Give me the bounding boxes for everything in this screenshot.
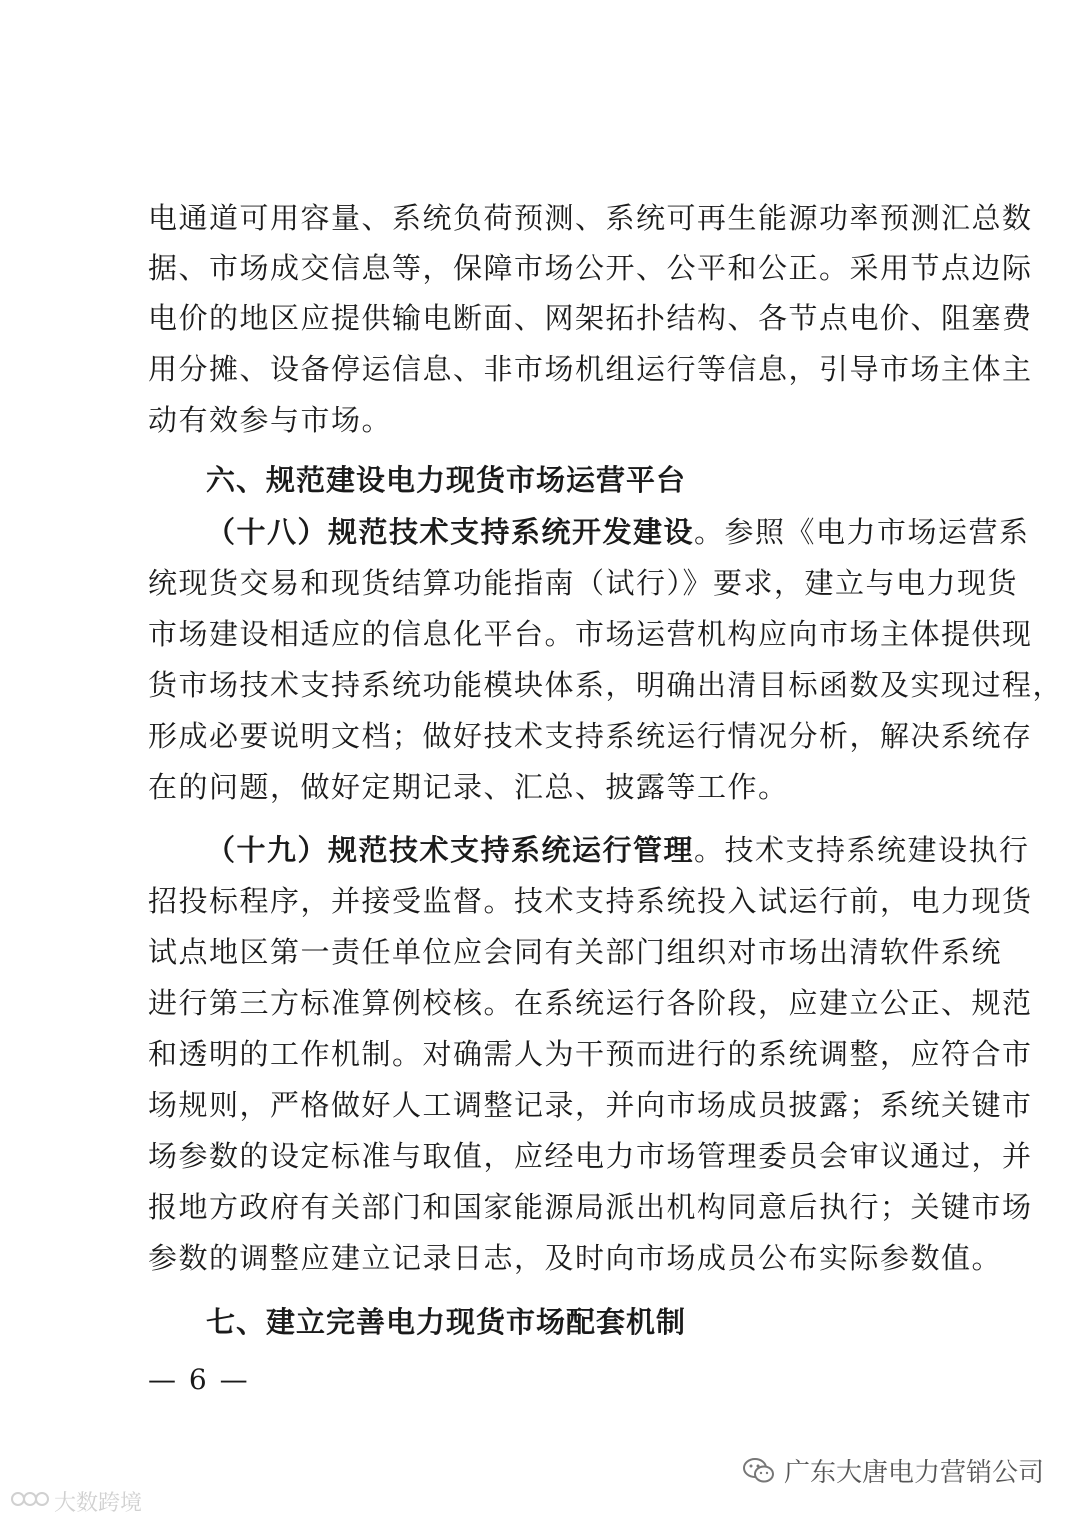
paragraph-line: 电通道可用容量、系统负荷预测、系统可再生能源功率预测汇总数	[148, 201, 1033, 235]
item-19-first-line	[206, 830, 1030, 870]
watermark	[10, 1486, 142, 1517]
paragraph-line: 参数的调整应建立记录日志，及时向市场成员公布实际参数值。	[148, 1241, 1003, 1275]
watermark-text: 大数跨境	[54, 1491, 143, 1516]
wechat-account-name: 广东大唐电力营销公司	[783, 1458, 1044, 1488]
paragraph-line: 动有效参与市场。	[148, 403, 393, 437]
paragraph-line: 场参数的设定标准与取值，应经电力市场管理委员会审议通过，并	[148, 1139, 1033, 1173]
paragraph-line: 用分摊、设备停运信息、非市场机组运行等信息，引导市场主体主	[148, 352, 1033, 386]
paragraph-line: 场规则，严格做好人工调整记录，并向市场成员披露；系统关键市	[148, 1088, 1033, 1122]
paragraph-line: 统现货交易和现货结算功能指南（试行）》要求，建立与电力现货	[148, 566, 1019, 600]
brand-logo-icon	[10, 1489, 50, 1514]
wechat-account-footer[interactable]	[742, 1452, 1044, 1489]
paragraph-line: 报地方政府有关部门和国家能源局派出机构同意后执行；关键市场	[148, 1190, 1033, 1224]
item-18-first-line-rest: 。参照《电力市场运营系	[694, 515, 1030, 549]
paragraph-line: 试点地区第一责任单位应会同有关部门组织对市场出清软件系统	[148, 935, 1003, 969]
paragraph-line: 招投标程序，并接受监督。技术支持系统投入试运行前，电力现货	[148, 884, 1033, 918]
item-18-first-line	[206, 512, 1030, 552]
paragraph-line: 据、市场成交信息等，保障市场公开、公平和公正。采用节点边际	[148, 251, 1033, 285]
paragraph-line: 市场建设相适应的信息化平台。市场运营机构应向市场主体提供现	[148, 617, 1033, 651]
paragraph-line: 和透明的工作机制。对确需人为干预而进行的系统调整，应符合市	[148, 1037, 1033, 1071]
item-18-title: （十八）规范技术支持系统开发建设	[206, 515, 695, 549]
paragraph-line: 形成必要说明文档；做好技术支持系统运行情况分析，解决系统存	[148, 719, 1033, 753]
paragraph-line: 电价的地区应提供输电断面、网架拓扑结构、各节点电价、阻塞费	[148, 301, 1033, 335]
section-heading-7: 七、建立完善电力现货市场配套机制	[206, 1305, 687, 1339]
wechat-icon	[742, 1456, 776, 1486]
item-19-title: （十九）规范技术支持系统运行管理	[206, 833, 695, 867]
paragraph-line: 在的问题，做好定期记录、汇总、披露等工作。	[148, 770, 789, 804]
item-19-first-line-rest: 。技术支持系统建设执行	[694, 833, 1030, 867]
paragraph-line: 进行第三方标准算例校核。在系统运行各阶段，应建立公正、规范	[148, 986, 1033, 1020]
page-number: — 6 —	[148, 1363, 250, 1396]
section-heading-6: 六、规范建设电力现货市场运营平台	[206, 463, 687, 497]
paragraph-line: 货市场技术支持系统功能模块体系，明确出清目标函数及实现过程，	[148, 668, 1064, 702]
